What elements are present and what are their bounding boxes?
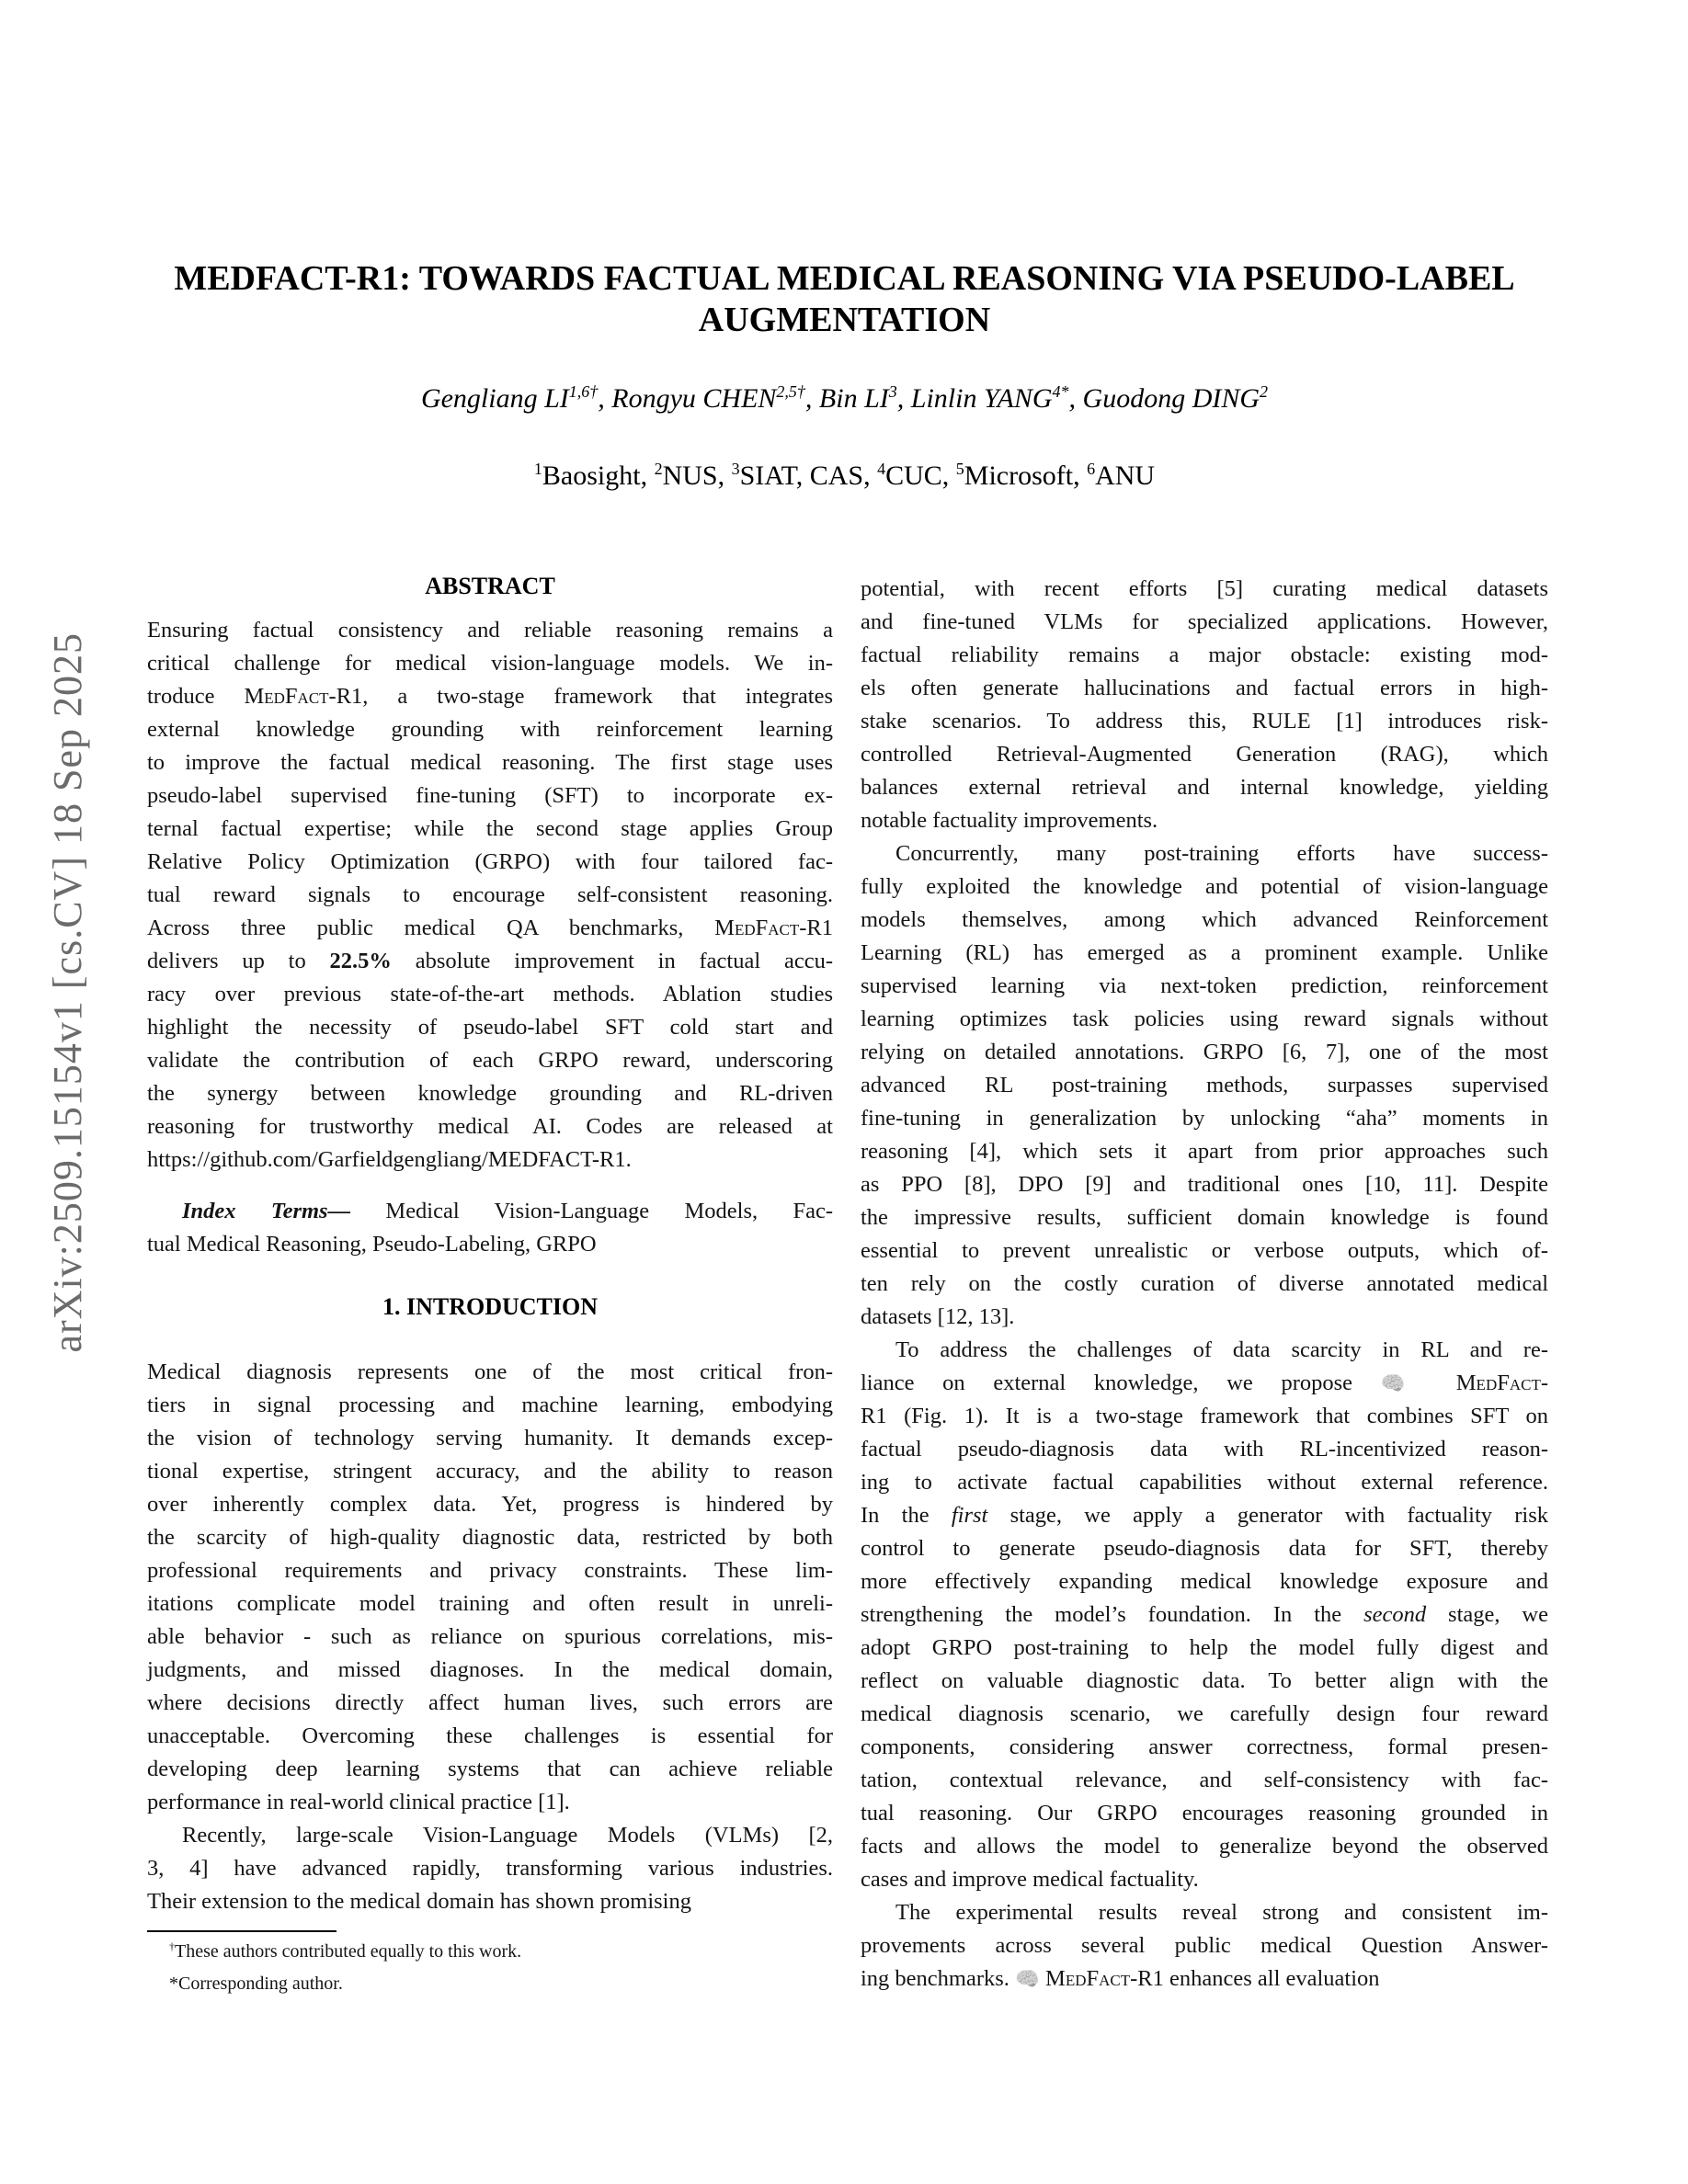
abstract-heading: ABSTRACT xyxy=(425,573,555,599)
footnote-divider xyxy=(147,1930,336,1932)
medfact-logo-icon: 🧠 xyxy=(1015,1968,1040,1990)
right-paragraph-4 xyxy=(861,1896,1548,1996)
text-line: advanced RL post-training methods, surpasses supervised xyxy=(861,1073,1548,1098)
text-line: adopt GRPO post-training to help the model fully digest and xyxy=(861,1635,1548,1660)
text-line: fine-tuning in generalization by unlocking “aha” moments in xyxy=(861,1106,1548,1131)
text-line: as PPO [8], DPO [9] and traditional ones [10, 11]. Despite xyxy=(861,1172,1548,1197)
right-paragraph-3 xyxy=(861,1334,1548,1896)
text-line: medical diagnosis scenario, we carefully design four reward xyxy=(861,1701,1548,1726)
left-column xyxy=(147,0,833,2184)
text-line: external knowledge grounding with reinforcement learning xyxy=(147,717,833,742)
text-line: In the first stage, we apply a generator with factuality risk xyxy=(861,1503,1548,1528)
text-line: potential, with recent efforts [5] curating medical datasets xyxy=(861,576,1548,601)
text-line: highlight the necessity of pseudo-label SFT cold start and xyxy=(147,1015,833,1040)
text-line: reasoning [4], which sets it apart from prior approaches such xyxy=(861,1139,1548,1164)
text-line: tual reasoning. Our GRPO encourages reasoning grounded in xyxy=(861,1801,1548,1826)
text-line: where decisions directly affect human lives, such errors are xyxy=(147,1690,833,1715)
text-line: R1 (Fig. 1). It is a two-stage framework that combines SFT on xyxy=(861,1404,1548,1428)
text-line: delivers up to 22.5% absolute improvement in factual accu- xyxy=(147,949,833,973)
text-line: Recently, large-scale Vision-Language Models (VLMs) [2, xyxy=(182,1823,833,1848)
text-line: troduce MedFact-R1, a two-stage framework that integrates xyxy=(147,684,833,709)
text-line: the impressive results, sufficient domain knowledge is found xyxy=(861,1205,1548,1230)
text-line: critical challenge for medical vision-language models. We in- xyxy=(147,651,833,676)
text-line: Learning (RL) has emerged as a prominent example. Unlike xyxy=(861,940,1548,965)
text-line: datasets [12, 13]. xyxy=(861,1304,1015,1329)
text-line: facts and allows the model to generalize beyond the observed xyxy=(861,1834,1548,1859)
text-line: tional expertise, stringent accuracy, and the ability to reason xyxy=(147,1459,833,1484)
text-line: *Corresponding author. xyxy=(169,1974,343,1994)
footnote-corresponding-author xyxy=(147,1968,833,2000)
footnotes xyxy=(147,1936,833,2000)
text-line: Their extension to the medical domain has shown promising xyxy=(147,1889,691,1914)
text-line: developing deep learning systems that can achieve reliable xyxy=(147,1757,833,1781)
text-line: tation, contextual relevance, and self-consistency with fac- xyxy=(861,1768,1548,1792)
text-line: notable factuality improvements. xyxy=(861,808,1158,833)
abstract-paragraph xyxy=(147,614,833,1177)
text-line: and fine-tuned VLMs for specialized applications. However, xyxy=(861,609,1548,634)
text-line: cases and improve medical factuality. xyxy=(861,1867,1199,1892)
text-line: able behavior - such as reliance on spurious correlations, mis- xyxy=(147,1624,833,1649)
right-paragraph-1 xyxy=(861,573,1548,837)
text-line: controlled Retrieval-Augmented Generation (RAG), which xyxy=(861,742,1548,767)
paper-title-line1: MEDFACT-R1: TOWARDS FACTUAL MEDICAL REASONING VIA PSEUDO-LABEL xyxy=(174,259,1515,298)
text-line: learning optimizes task policies using reward signals without xyxy=(861,1007,1548,1031)
medfact-logo-icon: 🧠 xyxy=(1380,1372,1429,1394)
text-line: more effectively expanding medical knowledge exposure and xyxy=(861,1569,1548,1594)
github-link[interactable]: https://github.com/Garfieldgengliang/MEDFACT-R1. xyxy=(147,1147,632,1172)
right-column xyxy=(861,573,1548,1996)
text-line: Gengliang $LI^{1,6\dagger}$, Rongyu $CHEN^{2,5\dagger}$, Bin $LI^3$, Linlin $YANG^{4*}$, Guodong DING$^2$ xyxy=(420,382,1269,414)
text-line: validate the contribution of each GRPO reward, underscoring xyxy=(147,1048,833,1073)
text-line: control to generate pseudo-diagnosis data for SFT, thereby xyxy=(861,1536,1548,1561)
text-line: models themselves, among which advanced Reinforcement xyxy=(861,907,1548,932)
text-line: factual pseudo-diagnosis data with RL-incentivized reason- xyxy=(861,1437,1548,1462)
text-line: ing to activate factual capabilities without external reference. xyxy=(861,1470,1548,1495)
text-line: stake scenarios. To address this, RULE [1] introduces risk- xyxy=(861,709,1548,734)
text-line: professional requirements and privacy constraints. These lim- xyxy=(147,1558,833,1583)
text-line: the scarcity of high-quality diagnostic data, restricted by both xyxy=(147,1525,833,1550)
text-line: 3, 4] have advanced rapidly, transforming various industries. xyxy=(147,1856,833,1881)
text-line: fully exploited the knowledge and potential of vision-language xyxy=(861,874,1548,899)
text-line: tual Medical Reasoning, Pseudo-Labeling, GRPO xyxy=(147,1232,597,1257)
text-line: essential to prevent unrealistic or verbose outputs, which of- xyxy=(861,1238,1548,1263)
introduction-text xyxy=(147,1356,833,1918)
text-line: racy over previous state-of-the-art methods. Ablation studies xyxy=(147,982,833,1007)
text-line: Index Terms— Medical Vision-Language Models, Fac- xyxy=(182,1199,833,1223)
arxiv-watermark: arXiv:2509.15154v1 [cs.CV] 18 Sep 2025 xyxy=(45,632,90,1353)
text-line: liance on external knowledge, we propose 🧠 MedFact- xyxy=(861,1371,1548,1395)
text-line: The experimental results reveal strong and consistent im- xyxy=(895,1900,1548,1925)
text-line: the synergy between knowledge grounding and RL-driven xyxy=(147,1081,833,1106)
text-line: Medical diagnosis represents one of the most critical fron- xyxy=(147,1359,833,1384)
text-line: tiers in signal processing and machine learning, embodying xyxy=(147,1393,833,1417)
text-line: balances external retrieval and internal knowledge, yielding xyxy=(861,775,1548,800)
text-line: Ensuring factual consistency and reliable reasoning remains a xyxy=(147,618,833,643)
text-line: Concurrently, many post-training efforts have success- xyxy=(895,841,1548,866)
text-line: performance in real-world clinical practice [1]. xyxy=(147,1790,570,1814)
right-paragraph-2 xyxy=(861,837,1548,1334)
introduction-paragraph-2 xyxy=(147,1819,833,1918)
text-line: the vision of technology serving humanity. It demands excep- xyxy=(147,1426,833,1450)
text-line: provements across several public medical Question Answer- xyxy=(861,1933,1548,1958)
index-terms-paragraph xyxy=(147,1195,833,1261)
text-line: Relative Policy Optimization (GRPO) with four tailored fac- xyxy=(147,849,833,874)
text-line: †These authors contributed equally to this work. xyxy=(169,1939,522,1962)
text-line: factual reliability remains a major obstacle: existing mod- xyxy=(861,643,1548,667)
text-line: reflect on valuable diagnostic data. To better align with the xyxy=(861,1668,1548,1693)
text-line: itations complicate model training and often result in unreli- xyxy=(147,1591,833,1616)
text-line: ternal factual expertise; while the second stage applies Group xyxy=(147,816,833,841)
text-line: tual reward signals to encourage self-consistent reasoning. xyxy=(147,882,833,907)
text-line: judgments, and missed diagnoses. In the medical domain, xyxy=(147,1657,833,1682)
text-line: To address the challenges of data scarcity in RL and re- xyxy=(895,1337,1548,1362)
text-line: ing benchmarks. 🧠 MedFact-R1 enhances all evaluation xyxy=(861,1966,1380,1991)
footnote-equal-contribution xyxy=(147,1936,833,1968)
text-line: pseudo-label supervised fine-tuning (SFT) to incorporate ex- xyxy=(147,783,833,808)
text-line: ten rely on the costly curation of diverse annotated medical xyxy=(861,1271,1548,1296)
text-line: relying on detailed annotations. GRPO [6, 7], one of the most xyxy=(861,1040,1548,1064)
text-line: supervised learning via next-token prediction, reinforcement xyxy=(861,973,1548,998)
text-line: $^1$Baosight, $^2$NUS, $^3$SIAT, CAS, $^4$CUC, $^5$Microsoft, $^6$ANU xyxy=(533,460,1156,491)
text-line: els often generate hallucinations and factual errors in high- xyxy=(861,676,1548,700)
paper-title-line2: AUGMENTATION xyxy=(698,301,991,339)
text-line: components, considering answer correctness, formal presen- xyxy=(861,1735,1548,1759)
text-line: reasoning for trustworthy medical AI. Codes are released at xyxy=(147,1114,833,1139)
introduction-heading: 1. INTRODUCTION xyxy=(382,1293,599,1320)
text-line: strengthening the model’s foundation. In the second stage, we xyxy=(861,1602,1548,1627)
introduction-paragraph-1 xyxy=(147,1356,833,1819)
text-line: to improve the factual medical reasoning. The first stage uses xyxy=(147,750,833,775)
text-line: over inherently complex data. Yet, progress is hindered by xyxy=(147,1492,833,1517)
text-line xyxy=(147,1143,833,1177)
text-line: unacceptable. Overcoming these challenges is essential for xyxy=(147,1723,833,1748)
text-line: Across three public medical QA benchmarks, MedFact-R1 xyxy=(147,916,833,940)
